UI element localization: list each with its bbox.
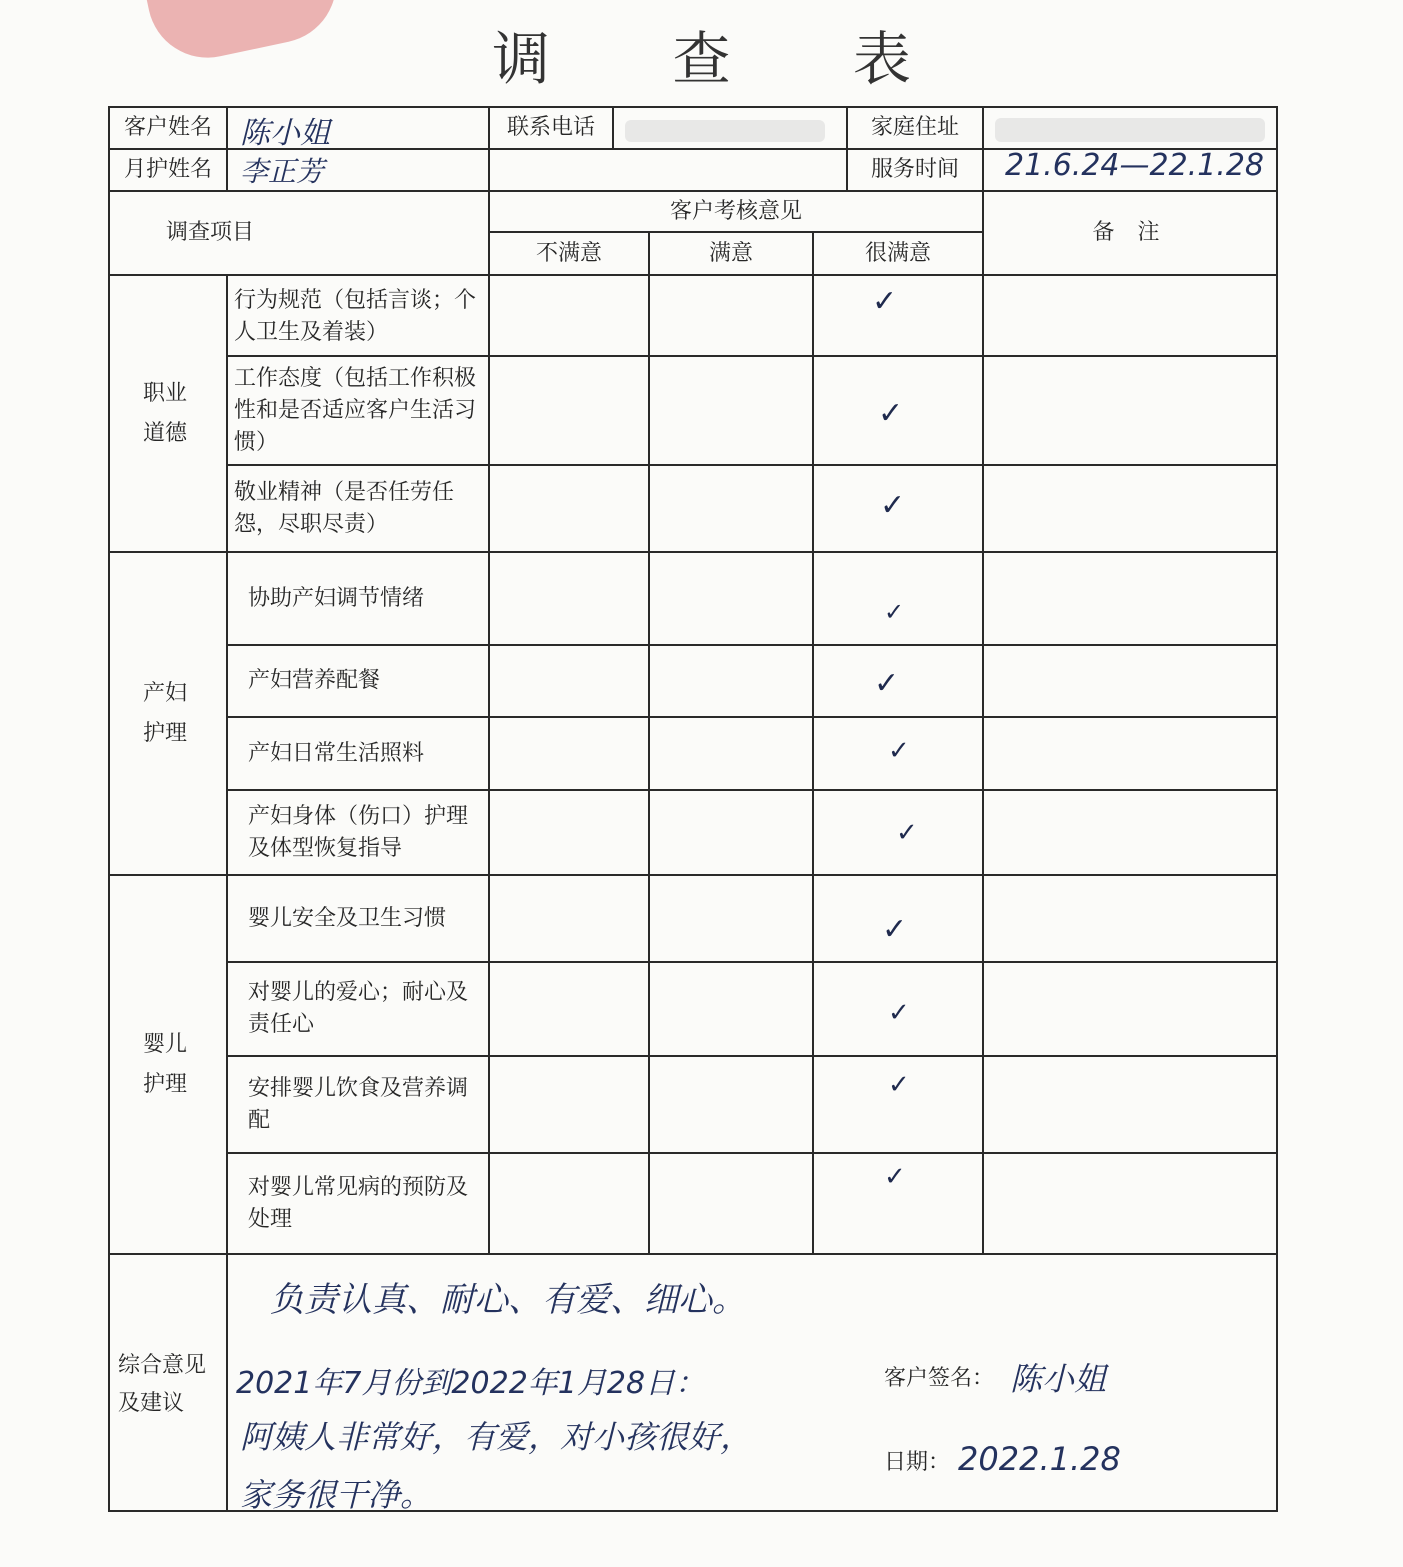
- opinion-header: 客户考核意见: [669, 198, 802, 224]
- checkmark-icon: ✓: [880, 488, 906, 523]
- checkmark-icon: ✓: [896, 818, 918, 848]
- dissatisfied-header: 不满意: [535, 240, 602, 266]
- signature-label: 客户签名：: [884, 1366, 995, 1391]
- address-redacted: [995, 118, 1265, 142]
- group-name-maternal: 产妇护理: [142, 680, 187, 746]
- item-header: 调查项目: [165, 220, 254, 245]
- group-name-infant: 婴儿护理: [142, 1031, 187, 1097]
- customer-name-label: 客户姓名: [123, 115, 212, 140]
- phone-redacted: [625, 120, 825, 142]
- item-text: 产妇营养配餐: [248, 668, 381, 693]
- checkmark-icon: ✓: [878, 396, 904, 431]
- nurse-name-label: 月护姓名: [123, 157, 212, 182]
- item-text: 协助产妇调节情绪: [248, 585, 425, 611]
- item-text: 产妇身体（伤口）护理及体型恢复指导: [248, 803, 469, 861]
- item-text: 产妇日常生活照料: [248, 740, 425, 766]
- address-label: 家庭住址: [870, 115, 959, 140]
- item-text: 行为规范（包括言谈；个人卫生及着装）: [234, 287, 477, 345]
- service-time-value: 21.6.24—22.1.28: [1005, 148, 1265, 183]
- satisfied-header: 满意: [708, 240, 753, 266]
- very-satisfied-header: 很满意: [864, 240, 931, 266]
- summary-label: 综合意见及建议: [118, 1353, 207, 1416]
- nurse-name-value: 李正芳: [240, 155, 325, 188]
- remark-header: 备 注: [1092, 220, 1168, 245]
- item-text: 婴儿安全及卫生习惯: [248, 905, 447, 931]
- date-label: 日期：: [884, 1450, 951, 1475]
- checkmark-icon: ✓: [888, 1070, 910, 1100]
- checkmark-icon: ✓: [888, 998, 910, 1028]
- summary-line-1: 负责认真、耐心、有爱、细心。: [270, 1280, 746, 1320]
- checkmark-icon: ✓: [874, 666, 900, 701]
- date-value: 2022.1.28: [958, 1440, 1121, 1478]
- summary-line-4: 家务很干净。: [240, 1476, 433, 1514]
- checkmark-icon: ✓: [888, 736, 910, 766]
- item-text: 工作态度（包括工作积极性和是否适应客户生活习惯）: [234, 365, 477, 455]
- checkmark-icon: ✓: [882, 912, 908, 947]
- checkmark-icon: ✓: [884, 1162, 906, 1192]
- item-text: 对婴儿常见病的预防及处理: [248, 1174, 469, 1232]
- summary-line-2: 2021年7月份到2022年1月28日：: [236, 1366, 706, 1401]
- summary-line-3: 阿姨人非常好，有爱，对小孩很好，: [240, 1418, 753, 1456]
- customer-name-value: 陈小姐: [240, 116, 330, 151]
- checkmark-icon: ✓: [872, 284, 898, 319]
- checkmark-icon: ✓: [884, 598, 905, 626]
- service-time-label: 服务时间: [870, 157, 959, 182]
- item-text: 安排婴儿饮食及营养调配: [248, 1075, 469, 1133]
- phone-label: 联系电话: [506, 115, 595, 140]
- page-title: 调 查 表: [492, 25, 963, 93]
- item-text: 敬业精神（是否任劳任怨，尽职尽责）: [234, 479, 455, 537]
- item-text: 对婴儿的爱心；耐心及责任心: [248, 980, 469, 1037]
- group-name-ethics: 职业道德: [142, 380, 187, 446]
- customer-signature: 陈小姐: [1010, 1360, 1107, 1398]
